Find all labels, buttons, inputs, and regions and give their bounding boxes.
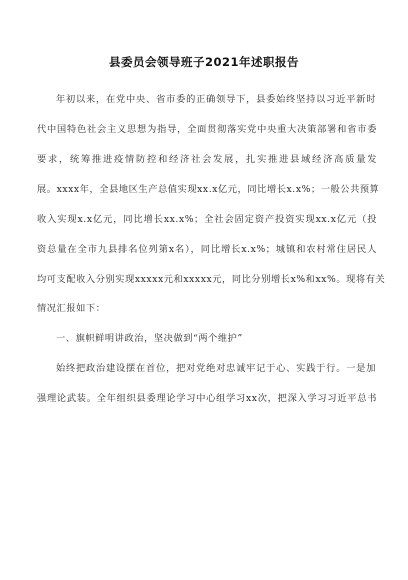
paragraph-line-2: 代中国特色社会主义思想为指导，全面贯彻落实党中央重大决策部署和省市委	[37, 124, 377, 135]
paragraph-line-7: 均可支配收入分别实现xxxxx元和xxxxx元，同比分别增长x%和xx%。现将有关	[37, 274, 386, 285]
paragraph-line-8: 情况汇报如下：	[37, 303, 106, 314]
paragraph-line-3: 要求，统筹推进疫情防控和经济社会发展，扎实推进县域经济高质量发	[37, 154, 377, 165]
paragraph-line-1: 年初以来，在党中央、省市委的正确领导下，县委始终坚持以习近平新时	[56, 94, 376, 105]
paragraph-line-4: 展。xxxx年，全县地区生产总值实现xx.x亿元，同比增长x.x%；一般公共预算	[37, 184, 380, 195]
paragraph-line-10: 强理论武装。全年组织县委理论学习中心组学习xx次，把深入学习习近平总书	[37, 393, 377, 404]
paragraph-line-5: 收入实现x.x亿元，同比增长xx.x%；全社会固定资产投资实现xx.x亿元（投	[37, 214, 377, 225]
paragraph-line-9: 始终把政治建设摆在首位，把对党绝对忠诚牢记于心、实践于行。一是加	[56, 363, 376, 374]
paragraph-line-6: 资总量在全市九县排名位列第x名），同比增长x.x%；城镇和农村常住居民人	[37, 244, 377, 255]
section-heading: 一、旗帜鲜明讲政治，坚决做到“两个维护”	[56, 333, 243, 344]
document-title: 县委员会领导班子2021年述职报告	[108, 55, 299, 69]
